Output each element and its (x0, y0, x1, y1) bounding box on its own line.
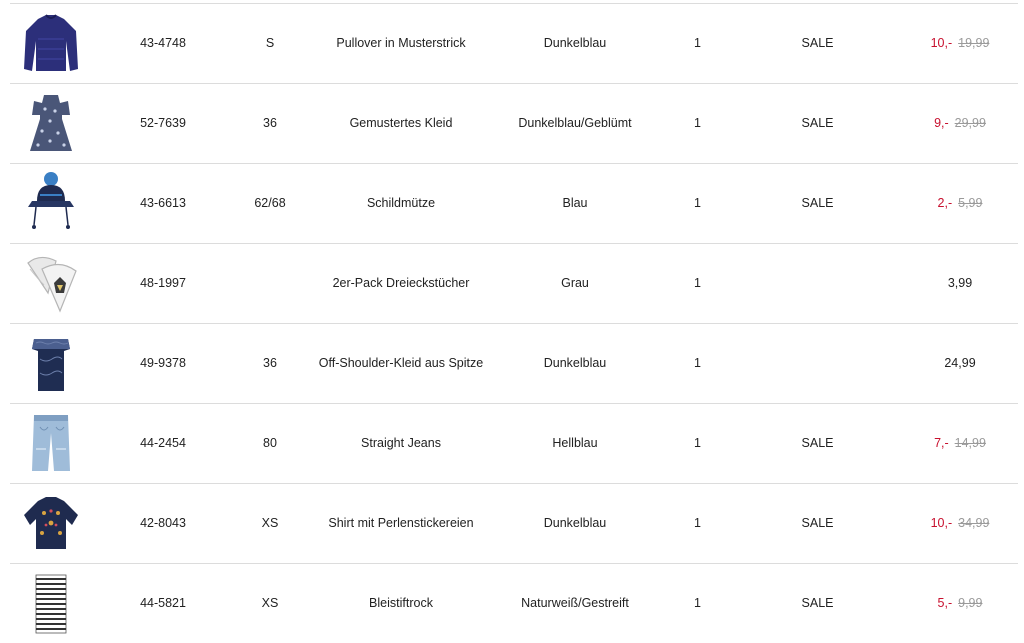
table-row (10, 83, 1018, 163)
color-value: Dunkelblau (543, 356, 607, 370)
price-cell (900, 244, 1020, 323)
article-number: 52-7639 (140, 116, 186, 130)
hat-icon (20, 169, 82, 239)
sale-label: SALE (801, 36, 834, 50)
color-value: Dunkelblau (543, 36, 607, 50)
original-price: 5,99 (958, 196, 983, 210)
article-number: 48-1997 (140, 276, 186, 290)
table-row (10, 243, 1018, 323)
article-number: 49-9378 (140, 356, 186, 370)
regular-price: 3,99 (947, 276, 973, 290)
lace-dress-icon (20, 329, 82, 399)
sale-label: SALE (801, 116, 834, 130)
product-name[interactable]: Off-Shoulder-Kleid aus Spitze (318, 356, 484, 370)
product-thumbnail[interactable] (16, 244, 86, 323)
product-thumbnail[interactable] (16, 484, 86, 563)
price-cell (900, 164, 1020, 243)
color-value: Grau (561, 276, 589, 290)
sale-label: SALE (801, 596, 834, 610)
article-number: 42-8043 (140, 516, 186, 530)
quantity-value: 1 (694, 36, 701, 50)
original-price: 19,99 (958, 36, 990, 50)
quantity-value: 1 (694, 436, 701, 450)
product-thumbnail[interactable] (16, 564, 86, 643)
product-name[interactable]: Pullover in Musterstrick (336, 36, 466, 50)
product-name[interactable]: Schildmütze (366, 196, 436, 210)
order-items-table (10, 3, 1018, 643)
original-price: 34,99 (958, 516, 990, 530)
size-value: S (265, 36, 275, 50)
size-value: XS (261, 516, 279, 530)
article-number: 43-6613 (140, 196, 186, 210)
quantity-value: 1 (694, 276, 701, 290)
quantity-value: 1 (694, 116, 701, 130)
size-value: 36 (263, 356, 277, 370)
sale-price: 10,- (930, 36, 953, 50)
quantity-value: 1 (694, 596, 701, 610)
price-cell (900, 484, 1020, 563)
color-value: Dunkelblau/Geblümt (518, 116, 632, 130)
sale-price: 2,- (937, 196, 953, 210)
sale-label: SALE (801, 516, 834, 530)
product-thumbnail[interactable] (16, 4, 86, 83)
original-price: 9,99 (958, 596, 983, 610)
sale-price: 9,- (934, 116, 949, 130)
sale-price: 7,- (934, 436, 949, 450)
color-value: Blau (562, 196, 588, 210)
bibs-icon (20, 249, 82, 319)
price-cell (900, 404, 1020, 483)
sale-price: 5,- (937, 596, 953, 610)
product-name[interactable]: Shirt mit Perlenstickereien (328, 516, 474, 530)
sweater-icon (20, 9, 82, 79)
price-cell (900, 4, 1020, 83)
quantity-value: 1 (694, 356, 701, 370)
size-value (235, 244, 305, 323)
size-value: 62/68 (254, 196, 286, 210)
sale-label (770, 244, 865, 323)
article-number: 44-2454 (140, 436, 186, 450)
table-row (10, 3, 1018, 83)
size-value: XS (261, 596, 279, 610)
price-cell (900, 324, 1020, 403)
sale-label: SALE (801, 436, 834, 450)
quantity-value: 1 (694, 196, 701, 210)
original-price: 29,99 (954, 116, 986, 130)
quantity-value: 1 (694, 516, 701, 530)
table-row (10, 483, 1018, 563)
color-value: Dunkelblau (543, 516, 607, 530)
skirt-icon (20, 569, 82, 639)
table-row (10, 163, 1018, 243)
dress-icon (20, 89, 82, 159)
product-thumbnail[interactable] (16, 324, 86, 403)
shirt-icon (20, 489, 82, 559)
table-row (10, 403, 1018, 483)
price-cell (900, 84, 1020, 163)
product-name[interactable]: Bleistiftrock (369, 596, 433, 610)
size-value: 36 (263, 116, 277, 130)
price-cell (900, 564, 1020, 643)
color-value: Hellblau (552, 436, 598, 450)
table-row (10, 563, 1018, 643)
size-value: 80 (263, 436, 277, 450)
table-row (10, 323, 1018, 403)
article-number: 43-4748 (140, 36, 186, 50)
product-name[interactable]: Gemustertes Kleid (349, 116, 453, 130)
product-name[interactable]: 2er-Pack Dreieckstücher (332, 276, 470, 290)
jeans-icon (20, 409, 82, 479)
sale-label: SALE (801, 196, 834, 210)
article-number: 44-5821 (140, 596, 186, 610)
product-thumbnail[interactable] (16, 404, 86, 483)
product-thumbnail[interactable] (16, 84, 86, 163)
sale-price: 10,- (930, 516, 953, 530)
product-name[interactable]: Straight Jeans (361, 436, 441, 450)
regular-price: 24,99 (944, 356, 976, 370)
sale-label (770, 324, 865, 403)
original-price: 14,99 (954, 436, 986, 450)
product-thumbnail[interactable] (16, 164, 86, 243)
color-value: Naturweiß/Gestreift (521, 596, 629, 610)
